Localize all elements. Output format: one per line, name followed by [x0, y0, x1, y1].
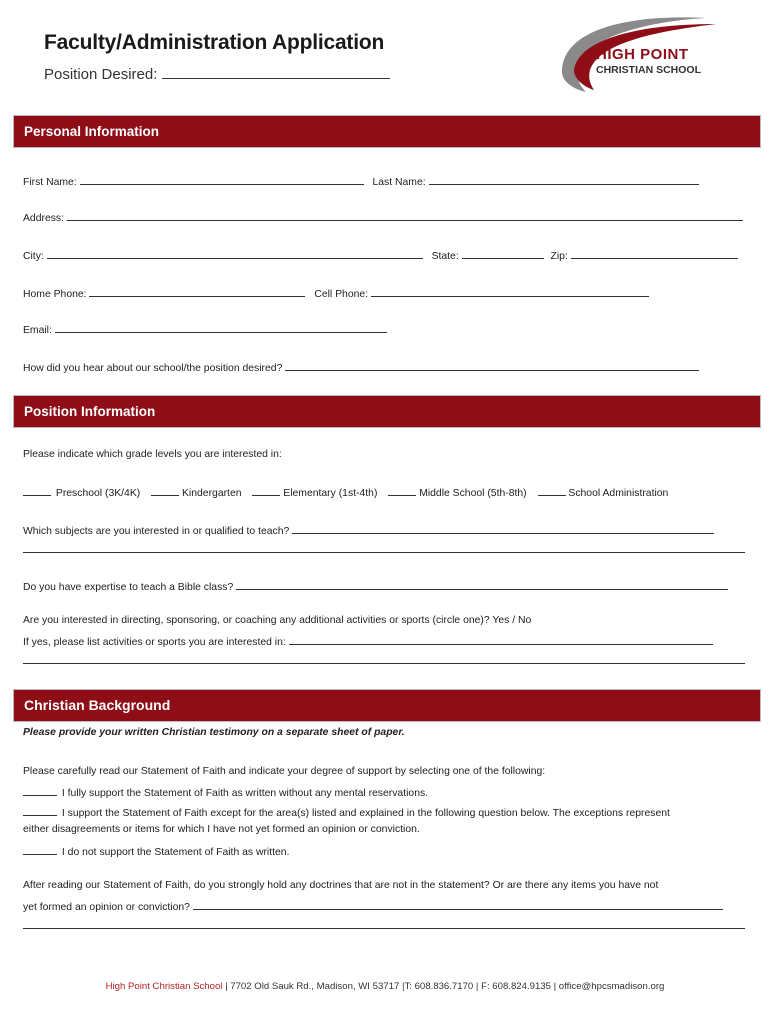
activities-question: Are you interested in directing, sponsoring, or coaching any additional activities or sports (circle one)? Yes / No — [23, 615, 532, 626]
address-field[interactable] — [67, 209, 743, 221]
logo-text-main: HIGH POINT — [596, 46, 689, 63]
option1-label: I fully support the Statement of Faith as written without any mental reservations. — [61, 788, 429, 799]
email-label: Email: — [23, 325, 52, 336]
section-header-christian: Christian Background — [14, 690, 760, 721]
hear-about-field[interactable] — [285, 359, 699, 371]
school-logo — [556, 10, 732, 102]
subjects-field-line2[interactable] — [23, 541, 745, 553]
logo-text-sub: CHRISTIAN SCHOOL — [596, 64, 701, 76]
doctrines-question: After reading our Statement of Faith, do you strongly hold any doctrines that are not in the statement? Or are there any items you have not — [23, 880, 659, 891]
row-email — [23, 321, 387, 338]
option2-label: I support the Statement of Faith except for the area(s) listed and explained in the following question below. The exceptions represent — [61, 808, 670, 819]
row-activities-cont — [23, 652, 745, 669]
row-address — [23, 209, 743, 226]
doctrines-field[interactable] — [193, 898, 723, 910]
activities-list-label: If yes, please list activities or sports you are interested in: — [23, 637, 286, 648]
zip-field[interactable] — [571, 247, 738, 259]
option3-label: I do not support the Statement of Faith as written. — [61, 847, 290, 858]
cell-phone-label: Cell Phone: — [314, 289, 369, 300]
position-desired-label: Position Desired: — [44, 66, 158, 83]
row-doctrines — [23, 898, 723, 915]
state-field[interactable] — [462, 247, 544, 259]
section-header-position: Position Information — [14, 396, 760, 427]
doctrines-label-cont: yet formed an opinion or conviction? — [23, 902, 190, 913]
last-name-field[interactable] — [429, 173, 699, 185]
grade-admin-blank[interactable] — [538, 484, 566, 496]
grade-prompt: Please indicate which grade levels you are interested in: — [23, 449, 282, 460]
footer-school-name: High Point Christian School — [105, 981, 223, 992]
home-phone-field[interactable] — [89, 285, 305, 297]
activities-field-line2[interactable] — [23, 652, 745, 664]
option1-blank[interactable] — [23, 784, 57, 796]
grade-middle-label: Middle School (5th-8th) — [419, 488, 527, 499]
city-field[interactable] — [47, 247, 423, 259]
home-phone-label: Home Phone: — [23, 289, 87, 300]
grade-preschool-blank[interactable] — [23, 484, 51, 496]
address-label: Address: — [23, 213, 65, 224]
row-activities-list — [23, 633, 713, 650]
footer — [0, 981, 770, 992]
grade-kindergarten-blank[interactable] — [151, 484, 179, 496]
page-title: Faculty/Administration Application — [44, 31, 385, 54]
row-hear-about — [23, 359, 699, 376]
testimony-note: Please provide your written Christian testimony on a separate sheet of paper. — [23, 727, 405, 738]
state-label: State: — [431, 251, 459, 262]
position-desired-field[interactable] — [162, 64, 390, 79]
grade-admin-label: School Administration — [568, 488, 669, 499]
first-name-label: First Name: — [23, 177, 77, 188]
bible-label: Do you have expertise to teach a Bible class? — [23, 582, 234, 593]
option2-label-cont: either disagreements or items for which I have not yet formed an opinion or conviction. — [23, 824, 420, 835]
first-name-field[interactable] — [80, 173, 364, 185]
section-header-personal: Personal Information — [14, 116, 760, 147]
footer-contact: | 7702 Old Sauk Rd., Madison, WI 53717 |T: 608.836.7170 | F: 608.824.9135 | office@hpcsmadison.org — [222, 981, 665, 992]
row-subjects — [23, 522, 714, 539]
email-field[interactable] — [55, 321, 387, 333]
option2-blank[interactable] — [23, 804, 57, 816]
hear-about-label: How did you hear about our school/the position desired? — [23, 363, 283, 374]
grade-preschool-label: Preschool (3K/4K) — [55, 488, 141, 499]
grade-middle-blank[interactable] — [388, 484, 416, 496]
option3-blank[interactable] — [23, 843, 57, 855]
grade-kindergarten-label: Kindergarten — [182, 488, 242, 499]
row-doctrines-cont — [23, 917, 745, 934]
subjects-label: Which subjects are you interested in or qualified to teach? — [23, 526, 290, 537]
grade-elementary-label: Elementary (1st-4th) — [283, 488, 378, 499]
grade-elementary-blank[interactable] — [252, 484, 280, 496]
city-label: City: — [23, 251, 44, 262]
row-option3 — [23, 843, 289, 860]
position-desired-row — [44, 64, 390, 83]
row-name — [23, 173, 699, 190]
last-name-label: Last Name: — [372, 177, 426, 188]
row-bible — [23, 578, 728, 595]
row-grades — [23, 484, 668, 501]
row-subjects-cont — [23, 541, 745, 558]
row-phone — [23, 285, 649, 302]
statement-prompt: Please carefully read our Statement of Faith and indicate your degree of support by selecting one of the following: — [23, 766, 546, 777]
row-city — [23, 247, 738, 264]
bible-field[interactable] — [236, 578, 728, 590]
zip-label: Zip: — [550, 251, 568, 262]
subjects-field[interactable] — [292, 522, 714, 534]
cell-phone-field[interactable] — [371, 285, 649, 297]
row-option2 — [23, 804, 670, 821]
row-option1 — [23, 784, 428, 801]
activities-list-field[interactable] — [289, 633, 713, 645]
doctrines-field-line2[interactable] — [23, 917, 745, 929]
